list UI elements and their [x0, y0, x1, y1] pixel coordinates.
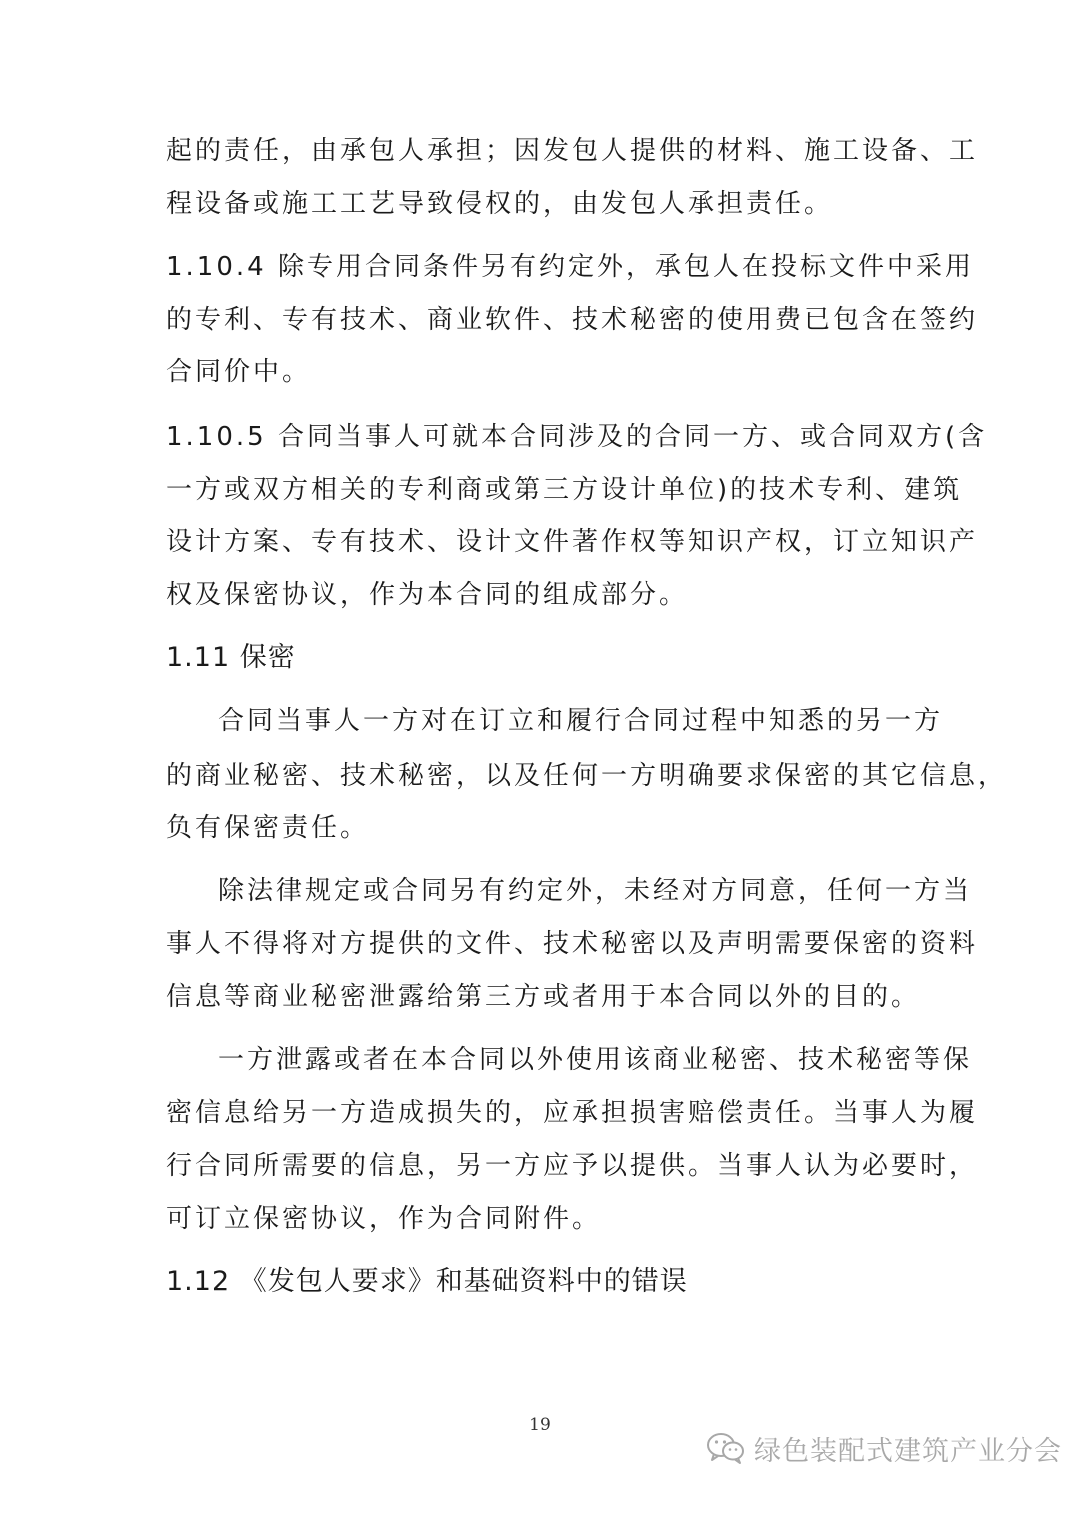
body-line: 合同价中。 [166, 357, 312, 387]
body-line: 一方或双方相关的专利商或第三方设计单位)的技术专利、建筑 [166, 475, 963, 505]
body-line: 负有保密责任。 [166, 813, 370, 843]
section-heading-1-11: 1.11 保密 [166, 642, 296, 673]
body-line: 密信息给另一方造成损失的，应承担损害赔偿责任。当事人为履 [166, 1098, 979, 1128]
body-line: 信息等商业秘密泄露给第三方或者用于本合同以外的目的。 [166, 982, 921, 1012]
paragraph-first-line: 合同当事人一方对在订立和履行合同过程中知悉的另一方 [218, 706, 944, 736]
clause-1-10-4: 1.10.4 除专用合同条件另有约定外，承包人在投标文件中采用 [166, 252, 974, 282]
body-line: 的专利、专有技术、商业软件、技术秘密的使用费已包含在签约 [166, 305, 979, 335]
body-line: 的商业秘密、技术秘密，以及任何一方明确要求保密的其它信息， [166, 761, 1008, 791]
body-line: 设计方案、专有技术、设计文件著作权等知识产权，订立知识产 [166, 527, 979, 557]
body-line: 事人不得将对方提供的文件、技术秘密以及声明需要保密的资料 [166, 929, 979, 959]
page-number: 19 [529, 1415, 551, 1435]
body-line: 程设备或施工工艺导致侵权的，由发包人承担责任。 [166, 189, 834, 219]
body-line: 行合同所需要的信息，另一方应予以提供。当事人认为必要时， [166, 1151, 979, 1181]
wechat-icon [706, 1431, 746, 1465]
clause-1-10-5: 1.10.5 合同当事人可就本合同涉及的合同一方、或合同双方(含 [166, 422, 988, 452]
body-line: 起的责任，由承包人承担；因发包人提供的材料、施工设备、工 [166, 136, 979, 166]
paragraph-first-line: 一方泄露或者在本合同以外使用该商业秘密、技术秘密等保 [218, 1045, 973, 1075]
section-heading-1-12: 1.12 《发包人要求》和基础资料中的错误 [166, 1266, 688, 1297]
watermark [706, 1430, 1062, 1466]
body-line: 可订立保密协议，作为合同附件。 [166, 1204, 602, 1234]
body-line: 权及保密协议，作为本合同的组成部分。 [166, 580, 689, 610]
paragraph-first-line: 除法律规定或合同另有约定外，未经对方同意，任何一方当 [218, 876, 973, 906]
watermark-text: 绿色装配式建筑产业分会 [754, 1435, 1062, 1467]
